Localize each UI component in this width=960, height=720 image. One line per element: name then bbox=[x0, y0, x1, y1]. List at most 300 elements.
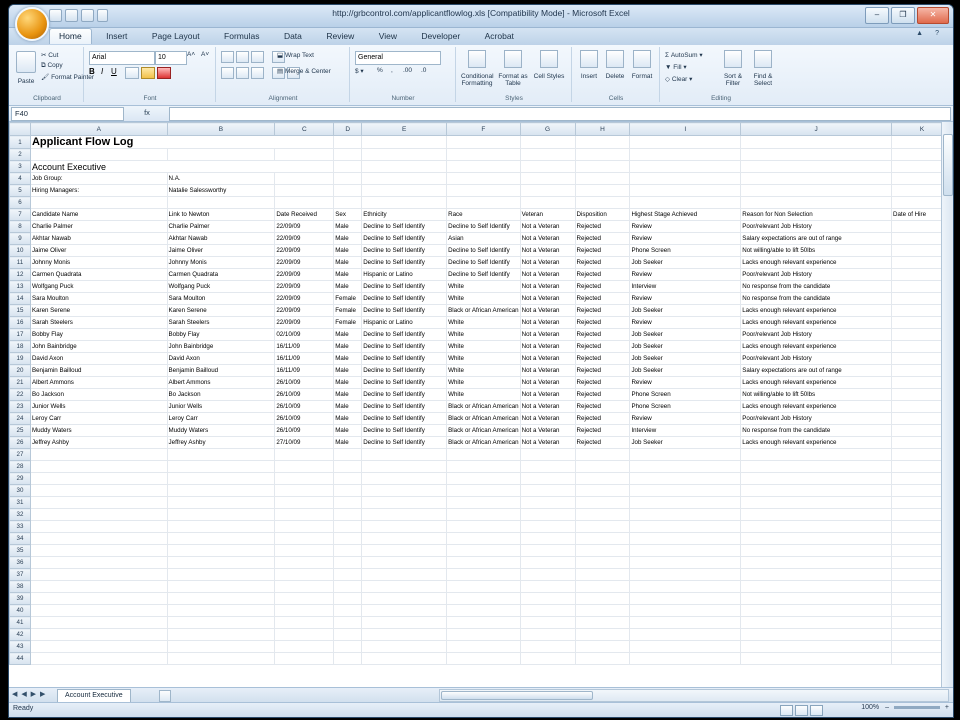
grid-cell[interactable] bbox=[275, 629, 334, 641]
grid-cell[interactable]: 22/09/09 bbox=[275, 245, 334, 257]
grid-cell[interactable] bbox=[275, 449, 334, 461]
grid-cell[interactable]: Not a Veteran bbox=[520, 401, 575, 413]
grid-cell[interactable] bbox=[630, 497, 741, 509]
grid-cell[interactable] bbox=[167, 581, 275, 593]
grid-cell[interactable] bbox=[447, 653, 521, 665]
grid-cell[interactable]: Highest Stage Achieved bbox=[630, 209, 741, 221]
spreadsheet-grid[interactable] bbox=[9, 122, 953, 687]
grid-cell[interactable]: Carmen Quadrata bbox=[167, 269, 275, 281]
grid-cell[interactable] bbox=[362, 473, 447, 485]
tab-developer[interactable]: Developer bbox=[421, 31, 461, 41]
grid-cell[interactable] bbox=[630, 136, 741, 149]
grid-cell[interactable]: Rejected bbox=[575, 305, 630, 317]
grid-cell[interactable] bbox=[630, 641, 741, 653]
grid-cell[interactable] bbox=[575, 197, 630, 209]
grid-cell[interactable]: Phone Screen bbox=[630, 389, 741, 401]
grid-cell[interactable]: 22/09/09 bbox=[275, 233, 334, 245]
grid-cell[interactable] bbox=[630, 569, 741, 581]
help-icon[interactable]: ? bbox=[935, 30, 939, 37]
grid-cell[interactable]: Benjamin Bailloud bbox=[30, 365, 167, 377]
grid-cell[interactable] bbox=[275, 641, 334, 653]
grid-cell[interactable]: Jeffrey Ashby bbox=[30, 437, 167, 449]
grid-cell[interactable]: David Axon bbox=[30, 353, 167, 365]
grid-cell[interactable]: 26/10/09 bbox=[275, 377, 334, 389]
grid-cell[interactable]: Female bbox=[334, 317, 362, 329]
grid-cell[interactable] bbox=[30, 617, 167, 629]
grid-cell[interactable]: Rejected bbox=[575, 365, 630, 377]
table-row[interactable] bbox=[10, 245, 953, 257]
grid-cell[interactable] bbox=[167, 569, 275, 581]
grid-cell[interactable]: Female bbox=[334, 293, 362, 305]
grid-cell[interactable]: Rejected bbox=[575, 341, 630, 353]
grid-cell[interactable] bbox=[362, 593, 447, 605]
grid-cell[interactable]: White bbox=[447, 377, 521, 389]
select-all-corner[interactable] bbox=[10, 123, 31, 136]
grid-cell[interactable]: Poor/relevant Job History bbox=[741, 221, 892, 233]
table-row[interactable] bbox=[10, 221, 953, 233]
row-header-3[interactable]: 3 bbox=[10, 161, 31, 173]
find-select-button[interactable]: Find & Select bbox=[749, 50, 777, 87]
grid-cell[interactable]: Rejected bbox=[575, 425, 630, 437]
grid-cell[interactable]: Male bbox=[334, 401, 362, 413]
grid-cell[interactable]: Poor/relevant Job History bbox=[741, 413, 892, 425]
grid-cell[interactable]: Interview bbox=[630, 281, 741, 293]
grid-cell[interactable]: Sara Moulton bbox=[30, 293, 167, 305]
row-header-37[interactable]: 37 bbox=[10, 569, 31, 581]
column-header-f[interactable]: F bbox=[447, 123, 521, 136]
grid-cell[interactable]: Black or African American bbox=[447, 425, 521, 437]
grid-cell[interactable] bbox=[520, 136, 575, 149]
grid-cell[interactable] bbox=[575, 641, 630, 653]
format-cells-button[interactable]: Format bbox=[629, 50, 655, 80]
table-row[interactable] bbox=[10, 629, 953, 641]
grid-cell[interactable] bbox=[167, 461, 275, 473]
grid-cell[interactable]: Poor/relevant Job History bbox=[741, 353, 892, 365]
table-row[interactable] bbox=[10, 209, 953, 221]
grid-cell[interactable] bbox=[630, 173, 741, 185]
grid-cell[interactable]: Not a Veteran bbox=[520, 305, 575, 317]
grid-cell[interactable] bbox=[447, 545, 521, 557]
grid-cell[interactable]: Rejected bbox=[575, 269, 630, 281]
grid-cell[interactable]: Salary expectations are out of range bbox=[741, 233, 892, 245]
row-header-8[interactable]: 8 bbox=[10, 221, 31, 233]
grid-cell[interactable]: Not a Veteran bbox=[520, 341, 575, 353]
row-header-30[interactable]: 30 bbox=[10, 485, 31, 497]
sheet-tab-account-executive[interactable]: Account Executive bbox=[57, 689, 131, 702]
grid-cell[interactable] bbox=[167, 653, 275, 665]
grid-cell[interactable] bbox=[447, 617, 521, 629]
grid-cell[interactable]: Hispanic or Latino bbox=[362, 317, 447, 329]
grid-cell[interactable] bbox=[167, 497, 275, 509]
row-header-32[interactable]: 32 bbox=[10, 509, 31, 521]
grid-cell[interactable]: Leroy Carr bbox=[167, 413, 275, 425]
grid-cell[interactable] bbox=[275, 461, 334, 473]
table-row[interactable] bbox=[10, 437, 953, 449]
grid-cell[interactable]: 26/10/09 bbox=[275, 425, 334, 437]
decrease-decimal-icon[interactable]: .0 bbox=[421, 67, 427, 74]
grid-cell[interactable]: Decline to Self Identify bbox=[362, 329, 447, 341]
grid-cell[interactable]: Male bbox=[334, 365, 362, 377]
grid-cell[interactable]: Benjamin Bailloud bbox=[167, 365, 275, 377]
grid-cell[interactable] bbox=[334, 533, 362, 545]
grid-cell[interactable] bbox=[334, 136, 362, 149]
grid-cell[interactable] bbox=[30, 653, 167, 665]
grid-cell[interactable]: Jaime Oliver bbox=[167, 245, 275, 257]
grid-cell[interactable] bbox=[30, 485, 167, 497]
zoom-out-button[interactable]: – bbox=[885, 704, 889, 711]
grid-cell[interactable] bbox=[275, 497, 334, 509]
grid-cell[interactable]: Not a Veteran bbox=[520, 245, 575, 257]
grid-cell[interactable]: Bobby Flay bbox=[167, 329, 275, 341]
grid-cell[interactable]: Decline to Self Identify bbox=[362, 233, 447, 245]
grid-cell[interactable] bbox=[520, 497, 575, 509]
grid-cell[interactable] bbox=[30, 497, 167, 509]
grid-cell[interactable]: Lacks enough relevant experience bbox=[741, 305, 892, 317]
grid-cell[interactable] bbox=[520, 653, 575, 665]
grid-cell[interactable] bbox=[741, 473, 892, 485]
row-header-13[interactable]: 13 bbox=[10, 281, 31, 293]
table-row[interactable] bbox=[10, 581, 953, 593]
grid-cell[interactable]: Not a Veteran bbox=[520, 425, 575, 437]
grid-cell[interactable]: 26/10/09 bbox=[275, 389, 334, 401]
column-header-h[interactable]: H bbox=[575, 123, 630, 136]
grid-cell[interactable] bbox=[362, 485, 447, 497]
grid-cell[interactable]: Job Seeker bbox=[630, 437, 741, 449]
grid-cell[interactable] bbox=[741, 605, 892, 617]
grid-cell[interactable] bbox=[575, 605, 630, 617]
grid-cell[interactable] bbox=[362, 581, 447, 593]
font-name-combo[interactable]: Arial bbox=[89, 51, 155, 65]
grid-cell[interactable]: Interview bbox=[630, 425, 741, 437]
grid-cell[interactable] bbox=[30, 461, 167, 473]
column-header-d[interactable]: D bbox=[334, 123, 362, 136]
grid-cell[interactable] bbox=[30, 197, 167, 209]
grid-cell[interactable]: Veteran bbox=[520, 209, 575, 221]
grid-cell[interactable] bbox=[275, 509, 334, 521]
grid-cell[interactable]: 26/10/09 bbox=[275, 413, 334, 425]
grid-cell[interactable] bbox=[630, 473, 741, 485]
grid-cell[interactable]: White bbox=[447, 293, 521, 305]
autosum-button[interactable]: Σ AutoSum ▾ bbox=[665, 52, 703, 59]
table-row[interactable] bbox=[10, 305, 953, 317]
tab-view[interactable]: View bbox=[378, 31, 397, 41]
grid-cell[interactable]: Male bbox=[334, 221, 362, 233]
grid-cell[interactable] bbox=[362, 545, 447, 557]
grid-cell[interactable]: Not willing/able to lift 50lbs bbox=[741, 389, 892, 401]
table-row[interactable] bbox=[10, 353, 953, 365]
grid-cell[interactable] bbox=[741, 485, 892, 497]
table-row[interactable] bbox=[10, 473, 953, 485]
grid-cell[interactable] bbox=[575, 557, 630, 569]
grid-cell[interactable] bbox=[447, 449, 521, 461]
grid-cell[interactable]: 26/10/09 bbox=[275, 401, 334, 413]
grid-cell[interactable]: Hiring Managers: bbox=[30, 185, 167, 197]
copy-button[interactable]: ⧉ Copy bbox=[41, 62, 63, 69]
grid-cell[interactable] bbox=[275, 473, 334, 485]
align-right-icon[interactable] bbox=[251, 67, 264, 79]
page-layout-view-icon[interactable] bbox=[795, 705, 808, 716]
grid-cell[interactable]: Date of Hire bbox=[892, 209, 953, 221]
grid-cell[interactable]: Not a Veteran bbox=[520, 365, 575, 377]
grid-cell[interactable] bbox=[30, 533, 167, 545]
grid-cell[interactable] bbox=[362, 557, 447, 569]
table-row[interactable] bbox=[10, 569, 953, 581]
grid-cell[interactable] bbox=[275, 521, 334, 533]
grid-cell[interactable] bbox=[275, 485, 334, 497]
grid-cell[interactable]: Decline to Self Identify bbox=[362, 305, 447, 317]
grid-cell[interactable] bbox=[30, 581, 167, 593]
grid-cell[interactable] bbox=[362, 641, 447, 653]
grid-cell[interactable] bbox=[630, 485, 741, 497]
row-header-11[interactable]: 11 bbox=[10, 257, 31, 269]
grid-cell[interactable] bbox=[447, 581, 521, 593]
grid-cell[interactable] bbox=[334, 605, 362, 617]
grid-cell[interactable]: Rejected bbox=[575, 221, 630, 233]
grid-cell[interactable]: Reason for Non Selection bbox=[741, 209, 892, 221]
minimize-button[interactable]: – bbox=[865, 7, 889, 24]
row-header-10[interactable]: 10 bbox=[10, 245, 31, 257]
grid-cell[interactable]: Not a Veteran bbox=[520, 413, 575, 425]
table-row[interactable] bbox=[10, 605, 953, 617]
grid-cell[interactable]: Akhtar Nawab bbox=[167, 233, 275, 245]
grid-cell[interactable] bbox=[741, 545, 892, 557]
column-header-k[interactable]: K bbox=[892, 123, 953, 136]
grid-cell[interactable] bbox=[334, 653, 362, 665]
grid-cell[interactable] bbox=[520, 449, 575, 461]
grid-cell[interactable] bbox=[30, 509, 167, 521]
grid-cell[interactable] bbox=[630, 629, 741, 641]
row-header-9[interactable]: 9 bbox=[10, 233, 31, 245]
table-row[interactable] bbox=[10, 401, 953, 413]
grid-cell[interactable] bbox=[520, 605, 575, 617]
grid-cell[interactable] bbox=[275, 605, 334, 617]
sheet-nav-buttons[interactable]: ◀ ◀ ▶ ▶ bbox=[12, 691, 47, 698]
vertical-scrollbar[interactable] bbox=[941, 122, 953, 687]
row-header-25[interactable]: 25 bbox=[10, 425, 31, 437]
grid-cell[interactable]: Phone Screen bbox=[630, 245, 741, 257]
grid-cell[interactable] bbox=[275, 593, 334, 605]
table-row[interactable] bbox=[10, 329, 953, 341]
grid-cell[interactable] bbox=[167, 605, 275, 617]
grid-cell[interactable]: Male bbox=[334, 329, 362, 341]
grid-cell[interactable] bbox=[334, 461, 362, 473]
table-row[interactable] bbox=[10, 197, 953, 209]
zoom-control[interactable] bbox=[861, 704, 949, 711]
grid-cell[interactable]: N.A. bbox=[167, 173, 275, 185]
grid-cell[interactable]: John Bainbridge bbox=[167, 341, 275, 353]
grid-cell[interactable] bbox=[334, 485, 362, 497]
grow-font-icon[interactable]: A˄ bbox=[187, 51, 196, 58]
format-as-table-button[interactable]: Format as Table bbox=[497, 50, 529, 87]
tab-review[interactable]: Review bbox=[326, 31, 355, 41]
grid-cell[interactable]: Male bbox=[334, 389, 362, 401]
grid-cell[interactable]: White bbox=[447, 365, 521, 377]
grid-cell[interactable] bbox=[30, 629, 167, 641]
grid-cell[interactable]: Race bbox=[447, 209, 521, 221]
grid-cell[interactable] bbox=[167, 521, 275, 533]
insert-sheet-icon[interactable] bbox=[159, 690, 171, 702]
grid-cell[interactable] bbox=[362, 569, 447, 581]
grid-cell[interactable] bbox=[362, 617, 447, 629]
grid-cell[interactable] bbox=[520, 617, 575, 629]
grid-cell[interactable]: Sarah Steelers bbox=[167, 317, 275, 329]
grid-cell[interactable] bbox=[30, 473, 167, 485]
grid-cell[interactable]: Job Seeker bbox=[630, 329, 741, 341]
grid-cell[interactable] bbox=[630, 449, 741, 461]
merge-center-button[interactable]: ▤ Merge & Center bbox=[277, 68, 331, 75]
table-row[interactable] bbox=[10, 341, 953, 353]
table-row[interactable] bbox=[10, 521, 953, 533]
grid-cell[interactable] bbox=[275, 197, 334, 209]
grid-cell[interactable]: Poor/relevant Job History bbox=[741, 269, 892, 281]
grid-cell[interactable] bbox=[575, 509, 630, 521]
grid-cell[interactable]: Black or African American bbox=[447, 413, 521, 425]
grid-cell[interactable]: Job Seeker bbox=[630, 305, 741, 317]
grid-cell[interactable] bbox=[630, 617, 741, 629]
grid-cell[interactable]: Muddy Waters bbox=[30, 425, 167, 437]
grid-cell[interactable] bbox=[275, 569, 334, 581]
grid-cell[interactable]: Black or African American bbox=[447, 437, 521, 449]
grid-cell[interactable] bbox=[362, 509, 447, 521]
grid-cell[interactable]: Job Group: bbox=[30, 173, 167, 185]
table-row[interactable] bbox=[10, 497, 953, 509]
grid-cell[interactable]: Wolfgang Puck bbox=[30, 281, 167, 293]
grid-cell[interactable] bbox=[741, 497, 892, 509]
table-row[interactable] bbox=[10, 149, 953, 161]
comma-format-icon[interactable]: , bbox=[391, 67, 393, 74]
row-header-44[interactable]: 44 bbox=[10, 653, 31, 665]
grid-cell[interactable] bbox=[575, 629, 630, 641]
grid-cell[interactable]: Decline to Self Identify bbox=[362, 341, 447, 353]
grid-cell[interactable] bbox=[520, 533, 575, 545]
grid-cell[interactable] bbox=[334, 593, 362, 605]
column-header-c[interactable]: C bbox=[275, 123, 334, 136]
grid-cell[interactable]: Junior Wells bbox=[30, 401, 167, 413]
table-row[interactable] bbox=[10, 293, 953, 305]
grid-cell[interactable] bbox=[630, 521, 741, 533]
grid-cell[interactable]: Decline to Self Identify bbox=[362, 401, 447, 413]
grid-cell[interactable] bbox=[630, 149, 741, 161]
grid-cell[interactable] bbox=[275, 173, 334, 185]
grid-cell[interactable]: Bobby Flay bbox=[30, 329, 167, 341]
align-bottom-icon[interactable] bbox=[251, 51, 264, 63]
grid-cell[interactable]: Hispanic or Latino bbox=[362, 269, 447, 281]
row-header-16[interactable]: 16 bbox=[10, 317, 31, 329]
row-header-39[interactable]: 39 bbox=[10, 593, 31, 605]
grid-cell[interactable] bbox=[741, 533, 892, 545]
grid-cell[interactable] bbox=[334, 581, 362, 593]
grid-cell[interactable] bbox=[520, 149, 575, 161]
grid-cell[interactable]: Decline to Self Identify bbox=[362, 293, 447, 305]
grid-cell[interactable] bbox=[741, 521, 892, 533]
column-header-b[interactable]: B bbox=[167, 123, 275, 136]
grid-cell[interactable] bbox=[520, 509, 575, 521]
grid-cell[interactable]: White bbox=[447, 341, 521, 353]
grid-cell[interactable] bbox=[362, 605, 447, 617]
row-header-5[interactable]: 5 bbox=[10, 185, 31, 197]
grid-cell[interactable] bbox=[362, 136, 447, 149]
grid-cell[interactable]: No response from the candidate bbox=[741, 281, 892, 293]
row-header-43[interactable]: 43 bbox=[10, 641, 31, 653]
grid-cell[interactable]: 22/09/09 bbox=[275, 305, 334, 317]
grid-cell[interactable] bbox=[520, 521, 575, 533]
grid-cell[interactable] bbox=[575, 485, 630, 497]
grid-cell[interactable]: Decline to Self Identify bbox=[362, 221, 447, 233]
grid-cell[interactable]: Rejected bbox=[575, 257, 630, 269]
bold-button[interactable]: B bbox=[89, 67, 95, 76]
grid-cell[interactable] bbox=[362, 173, 447, 185]
grid-cell[interactable] bbox=[275, 581, 334, 593]
grid-cell[interactable]: Male bbox=[334, 257, 362, 269]
grid-cell[interactable] bbox=[167, 617, 275, 629]
grid-cell[interactable]: David Axon bbox=[167, 353, 275, 365]
grid-cell[interactable]: Jeffrey Ashby bbox=[167, 437, 275, 449]
font-color-icon[interactable] bbox=[157, 67, 171, 79]
grid-cell[interactable]: Rejected bbox=[575, 245, 630, 257]
grid-cell[interactable] bbox=[362, 185, 447, 197]
row-header-14[interactable]: 14 bbox=[10, 293, 31, 305]
grid-cell[interactable]: Job Seeker bbox=[630, 365, 741, 377]
align-left-icon[interactable] bbox=[221, 67, 234, 79]
grid-cell[interactable]: 22/09/09 bbox=[275, 257, 334, 269]
grid-cell[interactable] bbox=[520, 569, 575, 581]
grid-cell[interactable] bbox=[167, 449, 275, 461]
grid-cell[interactable]: Job Seeker bbox=[630, 341, 741, 353]
grid-cell[interactable]: Karen Serene bbox=[30, 305, 167, 317]
grid-cell[interactable] bbox=[275, 653, 334, 665]
table-row[interactable] bbox=[10, 173, 953, 185]
grid-cell[interactable] bbox=[167, 557, 275, 569]
grid-cell[interactable]: Male bbox=[334, 341, 362, 353]
column-header-g[interactable]: G bbox=[520, 123, 575, 136]
grid-cell[interactable] bbox=[167, 641, 275, 653]
grid-cell[interactable] bbox=[334, 521, 362, 533]
table-row[interactable] bbox=[10, 233, 953, 245]
grid-cell[interactable] bbox=[520, 473, 575, 485]
grid-cell[interactable] bbox=[334, 557, 362, 569]
grid-cell[interactable]: Decline to Self Identify bbox=[447, 221, 521, 233]
grid-cell[interactable] bbox=[334, 185, 362, 197]
align-center-icon[interactable] bbox=[236, 67, 249, 79]
grid-cell[interactable] bbox=[575, 617, 630, 629]
grid-cell[interactable]: Decline to Self Identify bbox=[447, 245, 521, 257]
grid-cell[interactable] bbox=[334, 509, 362, 521]
grid-cell[interactable] bbox=[167, 509, 275, 521]
grid-cell[interactable]: 16/11/09 bbox=[275, 353, 334, 365]
table-row[interactable] bbox=[10, 485, 953, 497]
number-format-combo[interactable]: General bbox=[355, 51, 441, 65]
grid-cell[interactable] bbox=[575, 449, 630, 461]
grid-cell[interactable] bbox=[575, 497, 630, 509]
grid-cell[interactable]: Junior Wells bbox=[167, 401, 275, 413]
grid-cell[interactable] bbox=[520, 161, 575, 173]
grid-cell[interactable] bbox=[630, 461, 741, 473]
grid-cell[interactable]: Poor/relevant Job History bbox=[741, 329, 892, 341]
grid-cell[interactable]: Male bbox=[334, 233, 362, 245]
row-header-42[interactable]: 42 bbox=[10, 629, 31, 641]
grid-cell[interactable]: Karen Serene bbox=[167, 305, 275, 317]
grid-cell[interactable] bbox=[167, 485, 275, 497]
grid-cell[interactable] bbox=[334, 641, 362, 653]
grid-cell[interactable]: White bbox=[447, 281, 521, 293]
grid-cell[interactable]: Salary expectations are out of range bbox=[741, 365, 892, 377]
grid-cell[interactable]: Carmen Quadrata bbox=[30, 269, 167, 281]
grid-cell[interactable] bbox=[447, 593, 521, 605]
grid-cell[interactable]: Decline to Self Identify bbox=[362, 389, 447, 401]
grid-cell[interactable]: Phone Screen bbox=[630, 401, 741, 413]
grid-cell[interactable] bbox=[447, 461, 521, 473]
grid-cell[interactable]: Decline to Self Identify bbox=[362, 377, 447, 389]
